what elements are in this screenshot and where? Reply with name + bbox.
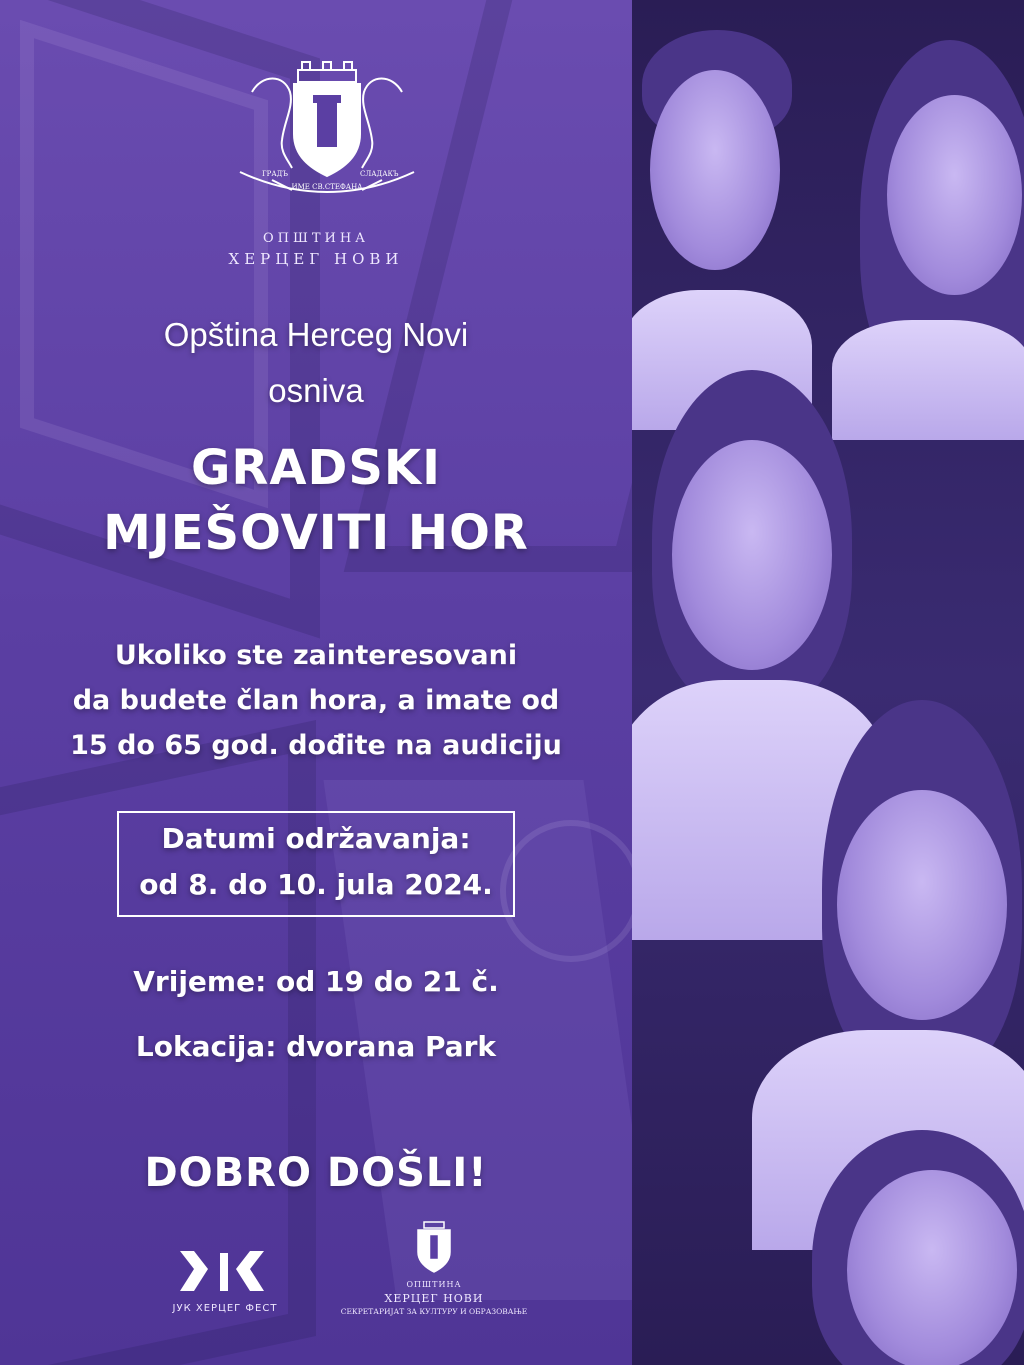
title-line-2: MJEŠOVITI HOR	[103, 505, 529, 561]
dates-label: Datumi održavanja:	[161, 822, 471, 855]
time-info: Vrijeme: od 19 do 21 č.	[133, 965, 499, 998]
municipality-name: ХЕРЦЕГ НОВИ	[228, 250, 404, 268]
person-face	[887, 95, 1022, 295]
footer-secretariat: СЕКРЕТАРИЈАТ ЗА КУЛТУРУ И ОБРАЗОВАЊЕ	[340, 1307, 528, 1316]
choir-photo	[632, 0, 1024, 1365]
person-face	[837, 790, 1007, 1020]
crest-motto-right: СЛАДАКЪ	[360, 170, 399, 178]
body-line-1: Ukoliko ste zainteresovani	[114, 640, 518, 671]
welcome-text: DOBRO DOŠLI!	[144, 1150, 488, 1196]
person-face	[847, 1170, 1017, 1365]
crest-ribbon-text: ИМЕ СВ.СТЕФАНА	[291, 183, 363, 191]
intro-line-1: Opština Herceg Novi	[163, 316, 469, 353]
small-coat-of-arms-icon	[412, 1218, 456, 1274]
dates-value: od 8. do 10. jula 2024.	[139, 868, 493, 901]
footer-municipality-label: ОПШТИНА	[406, 1280, 462, 1289]
body-line-3: 15 do 65 god. dođite na audiciju	[70, 730, 562, 761]
intro-line-2: osniva	[268, 372, 364, 409]
municipality-label: ОПШТИНА	[262, 231, 370, 246]
crest-motto-left: ГРАДЪ	[262, 170, 288, 178]
herceg-fest-logo-icon	[176, 1247, 268, 1297]
footer-municipality-name: ХЕРЦЕГ НОВИ	[384, 1292, 484, 1305]
fest-label: ЈУК ХЕРЦЕГ ФЕСТ	[172, 1303, 278, 1314]
person-shirt	[832, 320, 1024, 440]
person-face	[672, 440, 832, 670]
body-line-2: da budete član hora, a imate od	[72, 685, 560, 716]
coat-of-arms-icon	[232, 52, 422, 202]
location-info: Lokacija: dvorana Park	[135, 1030, 497, 1063]
title-line-1: GRADSKI	[191, 440, 441, 496]
person-face	[650, 70, 780, 270]
